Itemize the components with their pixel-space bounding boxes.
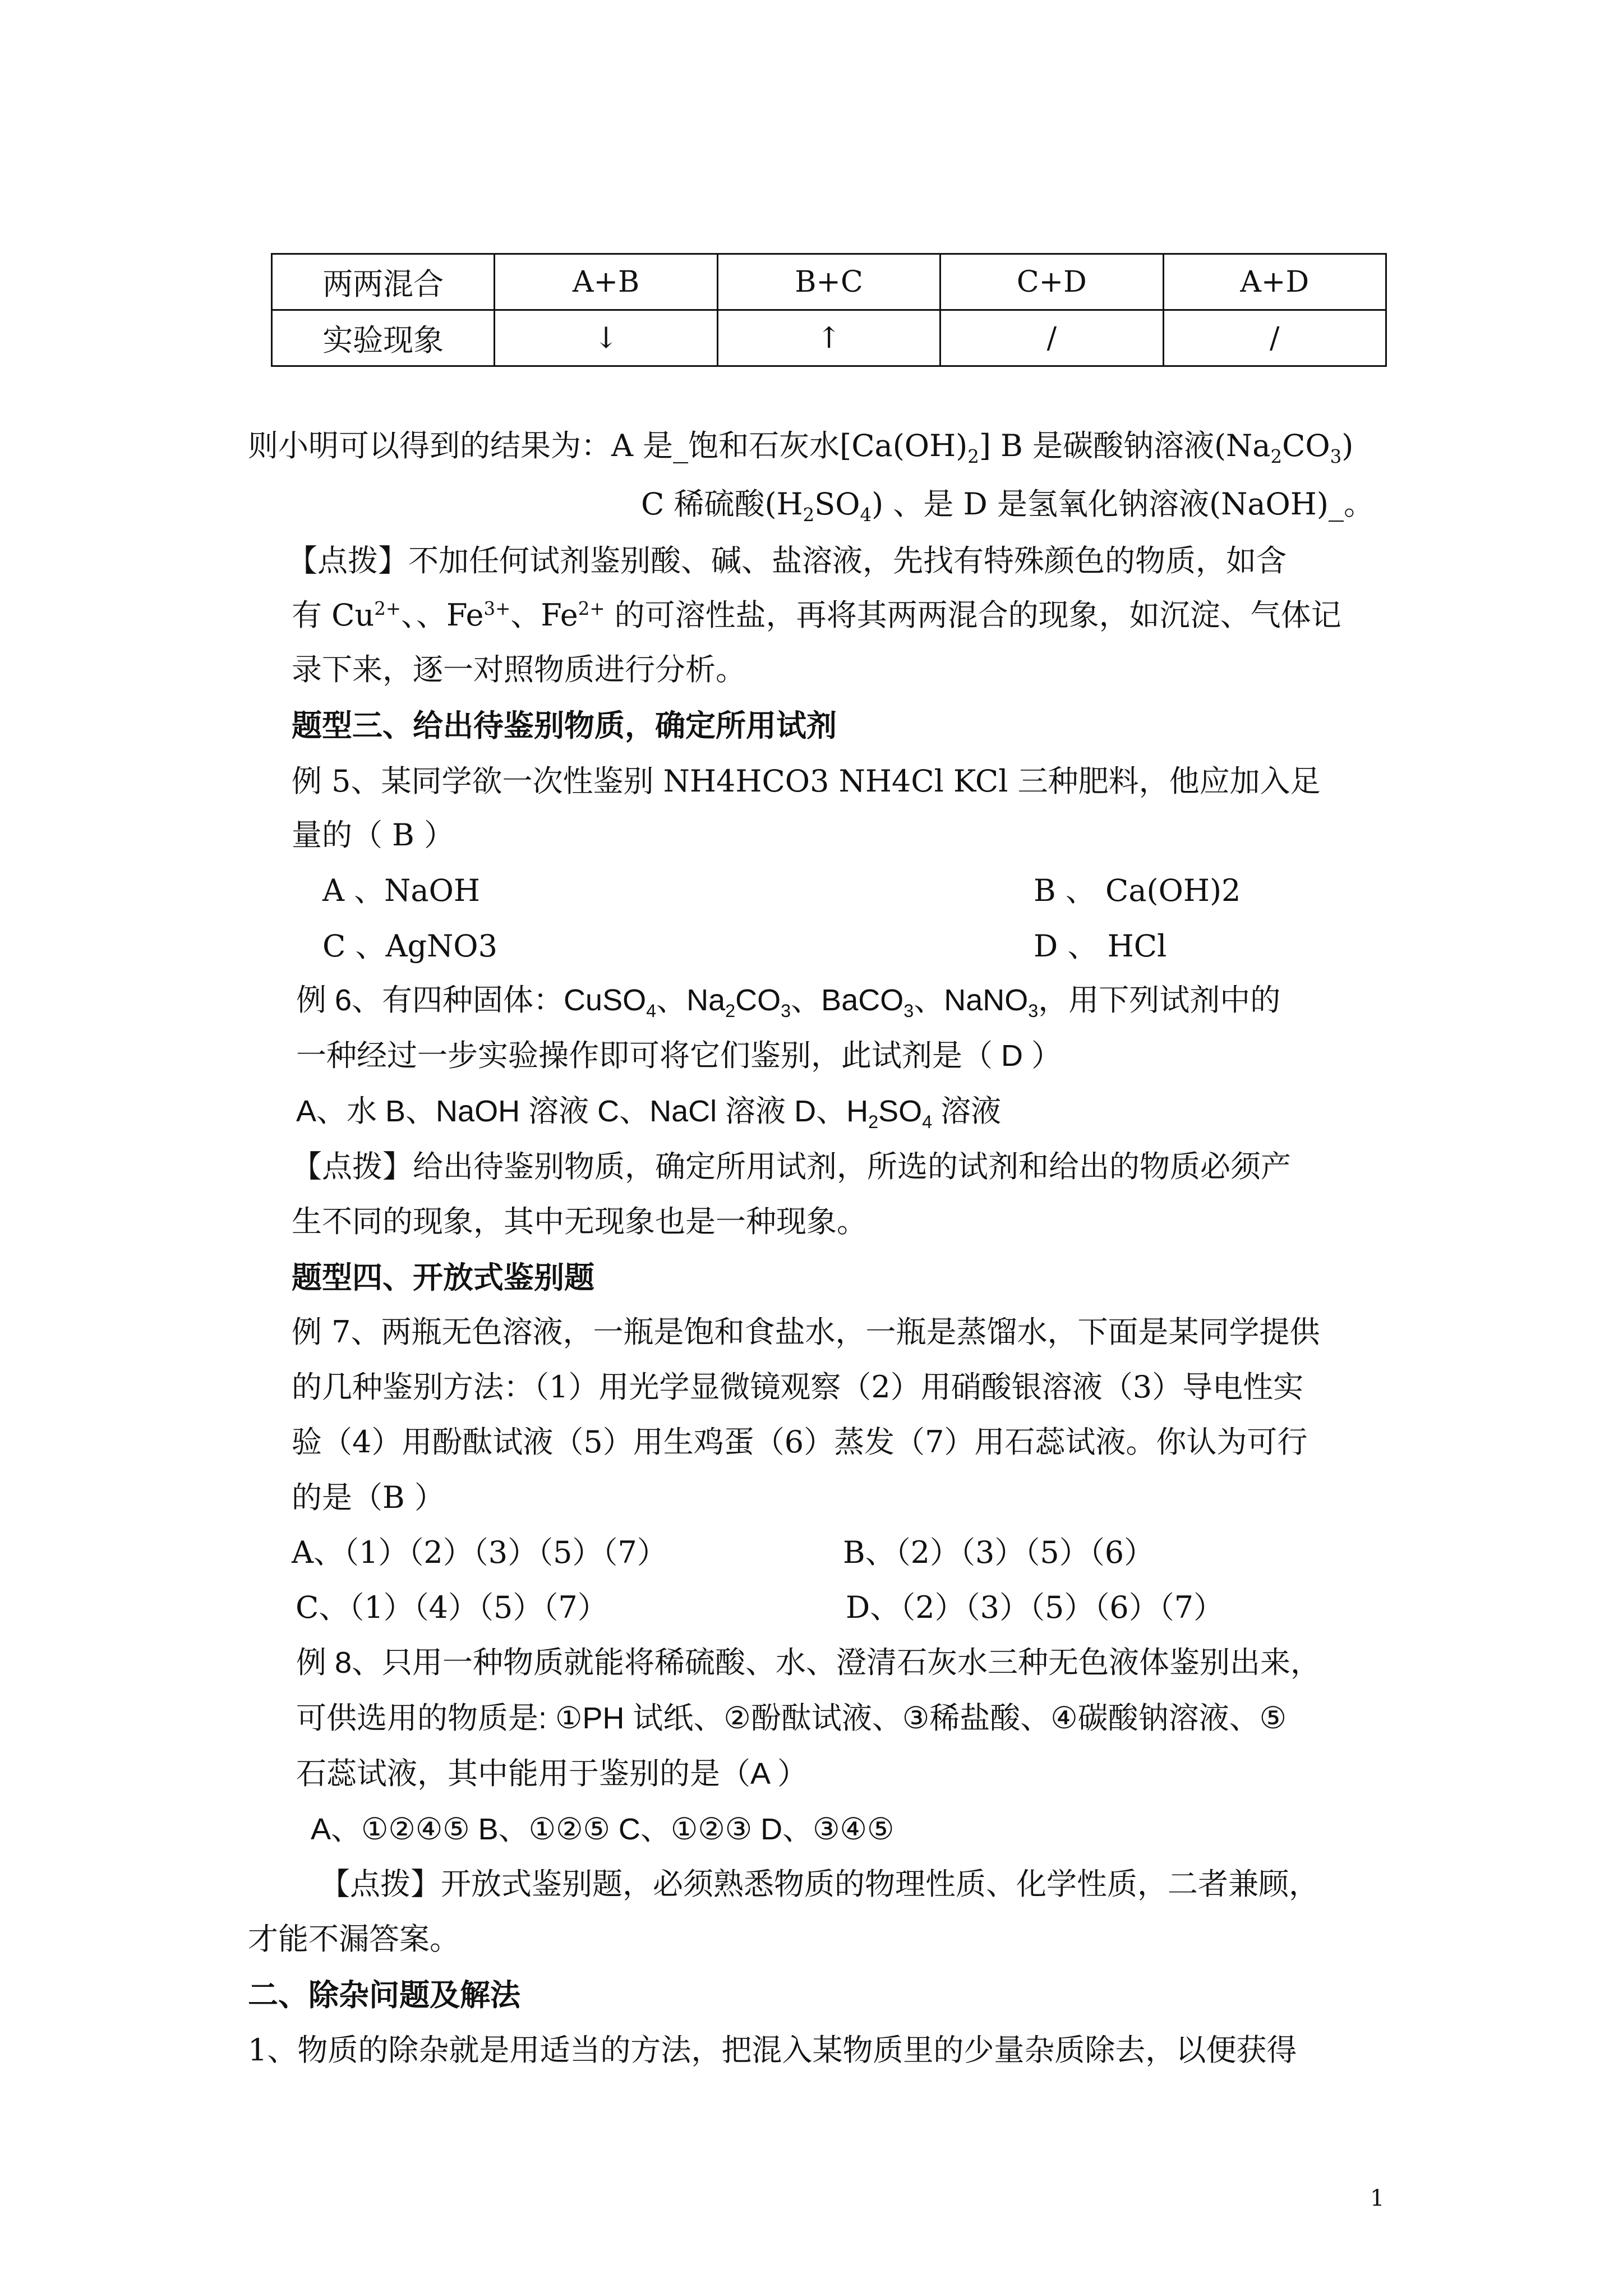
table-row [272,254,1386,310]
example-6-line-1: 例 6、有四种固体：CuSO$_4$、$Na_2CO_3$、BaCO$_3$、NaNO$_3$，用下列试剂中的 [296,983,1281,1021]
example-7-line-3: 验（4）用酚酞试液（5）用生鸡蛋（6）蒸发（7）用石蕊试液。你认为可行 [292,1424,1308,1460]
table-cell: B+C [717,254,940,310]
table-cell: ↑ [717,310,940,366]
table-cell: ↓ [495,310,717,366]
mixing-results-table [271,253,1387,367]
hint-2-line-2: 生不同的现象，其中无现象也是一种现象。 [292,1204,867,1239]
hint-2-line-1: 【点拨】给出待鉴别物质，确定所用试剂，所选的试剂和给出的物质必须产 [292,1149,1291,1184]
example-6-line-3: A、水 B、NaOH 溶液 C、NaCl 溶液 D、$H_2SO_4$ 溶液 [296,1094,1002,1132]
result-line-1: 则小明可以得到的结果为：A 是_饱和石灰水$[Ca(OH)_2]$ B 是碳酸钠溶液$(Na_2CO_3)$ [248,428,1354,467]
example-5-option-d: D 、 HCl [1034,928,1167,964]
type-4-heading: 题型四、开放式鉴别题 [292,1259,594,1295]
example-7-option-d: D、（2）（3）（5）（6）（7） [846,1590,1224,1625]
type-3-heading: 题型三、给出待鉴别物质，确定所用试剂 [292,707,837,743]
example-5-line-1: 例 5、某同学欲一次性鉴别 NH4HCO3 NH4Cl KCl 三种肥料，他应加入足 [292,763,1321,799]
example-6-line-2: 一种经过一步实验操作即可将它们鉴别，此试剂是（ D ） [296,1039,1062,1073]
hint-1-line-2: 有 $Cu^{2+}$、、$Fe^{3+}$、$Fe^{2+}$ 的可溶性盐，再将其两两混合的现象，如沉淀、气体记 [292,597,1341,633]
result-line-2: C 稀硫酸$(H_2SO_4)$ 、是 D 是氢氧化钠溶液(NaOH)_。 [641,486,1374,526]
table-cell: / [940,310,1163,366]
example-8-line-2: 可供选用的物质是: ①PH 试纸、②酚酞试液、③稀盐酸、④碳酸钠溶液、⑤ [296,1701,1287,1735]
example-8-options: A、①②④⑤ B、①②⑤ C、①②③ D、③④⑤ [311,1812,895,1846]
hint-3-line-2: 才能不漏答案。 [248,1921,460,1957]
table-row [272,310,1386,366]
example-7-option-b: B、（2）（3）（5）（6） [843,1535,1155,1570]
section-2-line-1: 1、物质的除杂就是用适当的方法，把混入某物质里的少量杂质除去，以便获得 [248,2032,1297,2068]
example-5-option-a: A 、NaOH [322,873,480,908]
table-cell: A+D [1163,254,1386,310]
page-number: 1 [1370,2185,1385,2211]
table-cell: C+D [940,254,1163,310]
example-7-option-c: C、（1）（4）（5）（7） [296,1590,608,1625]
example-7-line-2: 的几种鉴别方法：（1）用光学显微镜观察（2）用硝酸银溶液（3）导电性实 [292,1369,1304,1405]
hint-3-line-1: 【点拨】开放式鉴别题，必须熟悉物质的物理性质、化学性质，二者兼顾， [320,1866,1319,1902]
hint-1-line-3: 录下来，逐一对照物质进行分析。 [292,652,746,687]
example-8-line-3: 石蕊试液，其中能用于鉴别的是（A ） [296,1757,808,1791]
table-cell: / [1163,310,1386,366]
example-7-option-a: A、（1）（2）（3）（5）（7） [292,1535,667,1570]
example-5-option-b: B 、 Ca(OH)2 [1034,873,1241,908]
section-2-heading: 二、除杂问题及解法 [248,1977,520,2013]
table-cell: 实验现象 [272,310,495,366]
example-8-line-1: 例 8、只用一种物质就能将稀硫酸、水、澄清石灰水三种无色液体鉴别出来， [296,1646,1321,1680]
hint-1-line-1: 【点拨】不加任何试剂鉴别酸、碱、盐溶液，先找有特殊颜色的物质，如含 [287,543,1287,578]
example-5-option-c: C 、AgNO3 [322,928,497,964]
example-7-line-4: 的是（B ） [292,1480,445,1515]
example-7-line-1: 例 7、两瓶无色溶液，一瓶是饱和食盐水，一瓶是蒸馏水，下面是某同学提供 [292,1314,1320,1350]
table-cell: A+B [495,254,717,310]
table-cell: 两两混合 [272,254,495,310]
example-5-line-2: 量的（ B ） [292,817,455,853]
